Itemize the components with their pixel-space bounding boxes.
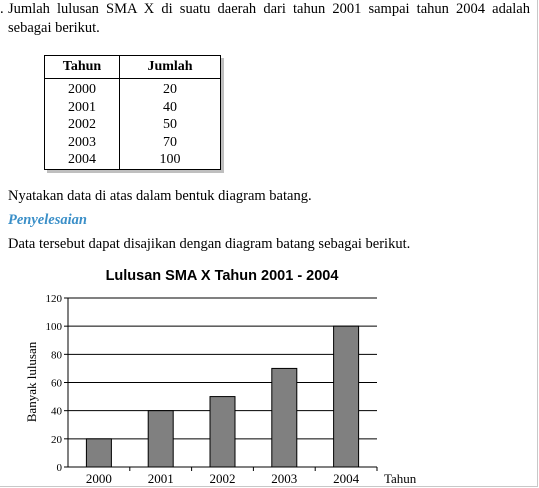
chart-title: Lulusan SMA X Tahun 2001 - 2004 <box>105 268 339 284</box>
table-cell-year: 2002 <box>45 116 120 134</box>
answer-text: Data tersebut dapat disajikan dengan diagram batang sebagai berikut. <box>8 236 411 252</box>
table-row <box>45 79 221 99</box>
x-category-label: 2001 <box>147 471 174 486</box>
x-category-labels <box>86 467 377 486</box>
y-tick-label: 60 <box>51 377 62 390</box>
table-cell-count: 40 <box>120 99 221 117</box>
intro-line-2: sebagai berikut. <box>8 20 100 36</box>
table-row <box>45 99 221 117</box>
list-bullet: . <box>0 1 4 17</box>
table-cell-count: 50 <box>120 116 221 134</box>
bar-2004 <box>334 326 359 467</box>
x-category-label: 2004 <box>333 471 360 486</box>
bar-2002 <box>210 397 235 467</box>
bar-2003 <box>272 368 297 467</box>
question-text: Nyatakan data di atas dalam bentuk diagram batang. <box>8 188 312 204</box>
x-category-label: 2002 <box>209 471 236 486</box>
intro-line-1: Jumlah lulusan SMA X di suatu daerah dari tahun 2001 sampai tahun 2004 adalah <box>8 1 530 17</box>
y-tick-label: 80 <box>51 349 62 362</box>
table-cell-year: 2001 <box>45 99 120 117</box>
table-cell-count: 20 <box>120 79 221 99</box>
table-cell-count: 100 <box>120 151 221 169</box>
y-tick-labels <box>46 293 69 474</box>
intro-paragraph <box>0 0 530 38</box>
x-category-label: 2000 <box>85 471 112 486</box>
x-category-label: 2003 <box>271 471 298 486</box>
y-tick-label: 120 <box>45 293 62 305</box>
y-tick-label: 40 <box>51 405 62 418</box>
table-row <box>45 151 221 169</box>
bar-2000 <box>86 439 111 467</box>
table-header-tahun: Tahun <box>45 56 120 79</box>
table-row <box>45 116 221 134</box>
table-header-jumlah: Jumlah <box>120 56 221 79</box>
chart-bars <box>86 326 358 467</box>
table-cell-year: 2004 <box>45 151 120 169</box>
table-row <box>45 134 221 152</box>
table-cell-year: 2000 <box>45 79 120 99</box>
bar-2001 <box>148 411 173 467</box>
table-cell-year: 2003 <box>45 134 120 152</box>
solution-heading: Penyelesaian <box>8 212 87 228</box>
x-axis-label: Tahun <box>384 471 417 486</box>
y-tick-label: 0 <box>56 462 62 474</box>
table-cell-count: 70 <box>120 134 221 152</box>
bar-chart <box>0 258 539 488</box>
y-axis-label: Banyak lulusan <box>24 341 39 423</box>
y-tick-label: 20 <box>51 433 62 446</box>
y-tick-label: 100 <box>45 321 62 334</box>
data-table <box>44 55 221 170</box>
